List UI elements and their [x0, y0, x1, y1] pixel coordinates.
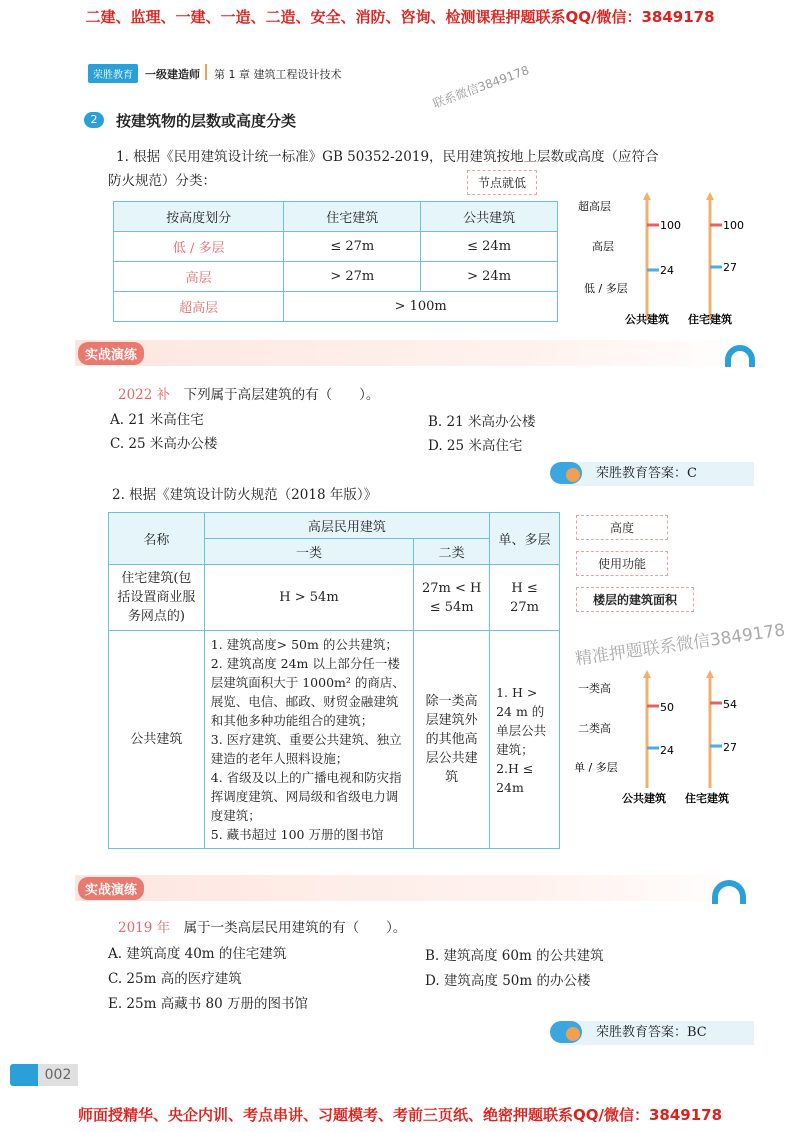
practice-band	[75, 340, 755, 366]
option: A. 21 米高住宅	[110, 412, 204, 428]
mark-label: 100	[723, 219, 744, 232]
table-row	[114, 232, 558, 262]
option: E. 25m 高藏书 80 万册的图书馆	[108, 996, 308, 1012]
question-stem: 属于一类高层民用建筑的有（ ）。	[183, 920, 407, 936]
arrow-icon	[643, 670, 651, 678]
note-box: 节点就低	[467, 170, 537, 195]
list-item: 2. 建筑高度 24m 以上部分任一楼层建筑面积大于 1000m² 的商店、展览、电信、邮政、财贸金融建筑和其他多种功能组合的建筑；	[210, 656, 405, 728]
question-stem: 下列属于高层建筑的有（ ）。	[183, 387, 380, 403]
list-item: 1. 建筑高度> 50m 的公共建筑；	[210, 637, 398, 652]
option: C. 25 米高办公楼	[110, 436, 218, 452]
mark-label: 54	[723, 698, 737, 711]
option: A. 建筑高度 40m 的住宅建筑	[108, 946, 287, 962]
cloud-icon	[550, 462, 582, 484]
chapter-title: 第 1 章 建筑工程设计技术	[214, 68, 342, 81]
table-cell: > 100m	[284, 292, 558, 322]
axis-label: 公共建筑	[622, 792, 666, 805]
table-cell: ≤ 24m	[421, 232, 558, 262]
mark-label: 27	[723, 741, 737, 754]
axis-label: 公共建筑	[625, 313, 669, 326]
axis-label: 住宅建筑	[688, 313, 732, 326]
question-2	[118, 916, 406, 940]
header-divider	[205, 64, 207, 80]
mark-label: 24	[660, 264, 674, 277]
arrow-icon	[643, 192, 651, 200]
table-cell: 超高层	[114, 292, 284, 322]
height-classification-table	[113, 201, 558, 322]
decorative-swoosh-icon	[725, 345, 755, 367]
watermark: 精准押题联系微信3849178	[573, 620, 787, 670]
table-cell: H ≤ 27m	[490, 565, 560, 631]
table-cell: 27m < H ≤ 54m	[414, 565, 490, 631]
cloud-icon	[550, 1021, 582, 1043]
practice-label: 实战演练	[78, 877, 144, 900]
table-cell: 公共建筑	[109, 631, 205, 849]
paragraph-2: 2. 根据《建筑设计防火规范（2018 年版）》	[112, 487, 378, 503]
brand-logo: 荣胜教育	[88, 64, 138, 83]
list-item: 3. 医疗建筑、重要公共建筑、独立建造的老年人照料设施；	[210, 732, 402, 766]
section-title: 按建筑物的层数或高度分类	[116, 112, 297, 130]
option: D. 建筑高度 50m 的办公楼	[425, 973, 591, 989]
note-box: 楼层的建筑面积	[576, 587, 694, 612]
table-header: 住宅建筑	[284, 202, 421, 232]
level-label: 超高层	[578, 200, 611, 213]
table-cell: 低 / 多层	[114, 232, 284, 262]
section-number: 2	[84, 112, 104, 128]
question-1	[118, 383, 379, 407]
question-year: 2019 年	[118, 920, 171, 936]
page-number: 002	[38, 1064, 78, 1086]
option: D. 25 米高住宅	[428, 438, 523, 454]
height-diagram-2	[570, 668, 770, 808]
table-header: 二类	[414, 539, 490, 565]
level-label: 单 / 多层	[574, 761, 618, 774]
table-row	[109, 631, 560, 849]
option: B. 21 米高办公楼	[428, 414, 536, 430]
table-cell	[204, 631, 413, 849]
level-label: 一类高	[578, 682, 611, 695]
table-cell	[490, 631, 560, 849]
table-header: 单、多层	[490, 513, 560, 565]
level-label: 低 / 多层	[584, 282, 628, 295]
table-header: 按高度划分	[114, 202, 284, 232]
table-cell: 住宅建筑(包括设置商业服务网点的)	[109, 565, 205, 631]
table-cell: > 27m	[284, 262, 421, 292]
table-header: 高层民用建筑	[204, 513, 489, 539]
book-title: 一级建造师	[145, 68, 200, 81]
bottom-ad-banner: 师面授精华、央企内训、考点串讲、习题模考、考前三页纸、绝密押题联系QQ/微信：3849178	[77, 1106, 723, 1124]
table-row	[114, 262, 558, 292]
table-row	[114, 292, 558, 322]
watermark: 联系微信3849178	[430, 63, 531, 111]
height-diagram-1	[570, 190, 770, 330]
table-header: 名称	[109, 513, 205, 565]
level-label: 二类高	[578, 722, 611, 735]
list-item: 5. 藏书超过 100 万册的图书馆	[210, 827, 384, 842]
arrow-icon	[706, 670, 714, 678]
question-year: 2022 补	[118, 387, 171, 403]
option: B. 建筑高度 60m 的公共建筑	[425, 948, 604, 964]
mark-label: 27	[723, 261, 737, 274]
level-label: 高层	[592, 240, 614, 253]
table-cell: 高层	[114, 262, 284, 292]
fire-code-table	[108, 512, 560, 849]
list-item: 2.H ≤ 24m	[496, 760, 534, 795]
answer-box: 荣胜教育答案：BC	[560, 1021, 754, 1045]
answer-box: 荣胜教育答案：C	[560, 462, 754, 486]
table-cell: > 24m	[421, 262, 558, 292]
practice-label: 实战演练	[78, 342, 144, 365]
arrow-icon	[706, 192, 714, 200]
paragraph-1: 1. 根据《民用建筑设计统一标准》GB 50352-2019，民用建筑按地上层数或高度（应符合防火规范）分类：	[108, 149, 659, 189]
mark-label: 24	[660, 744, 674, 757]
table-cell: ≤ 27m	[284, 232, 421, 262]
top-ad-banner: 二建、监理、一建、一造、二造、安全、消防、咨询、检测课程押题联系QQ/微信：3849178	[85, 8, 715, 26]
table-cell: 除一类高层建筑外的其他高层公共建筑	[414, 631, 490, 849]
mark-label: 100	[660, 219, 681, 232]
note-box: 高度	[576, 515, 668, 540]
page-tab	[10, 1064, 38, 1086]
table-header: 公共建筑	[421, 202, 558, 232]
table-row	[109, 565, 560, 631]
axis-label: 住宅建筑	[685, 792, 729, 805]
table-header: 一类	[204, 539, 413, 565]
list-item: 4. 省级及以上的广播电视和防灾指挥调度建筑、网局级和省级电力调度建筑；	[210, 770, 402, 823]
practice-band	[75, 875, 755, 901]
option: C. 25m 高的医疗建筑	[108, 971, 242, 987]
mark-label: 50	[660, 701, 674, 714]
note-box: 使用功能	[576, 551, 668, 576]
list-item: 1. H > 24 m 的单层公共建筑；	[496, 684, 547, 757]
table-cell: H > 54m	[204, 565, 413, 631]
